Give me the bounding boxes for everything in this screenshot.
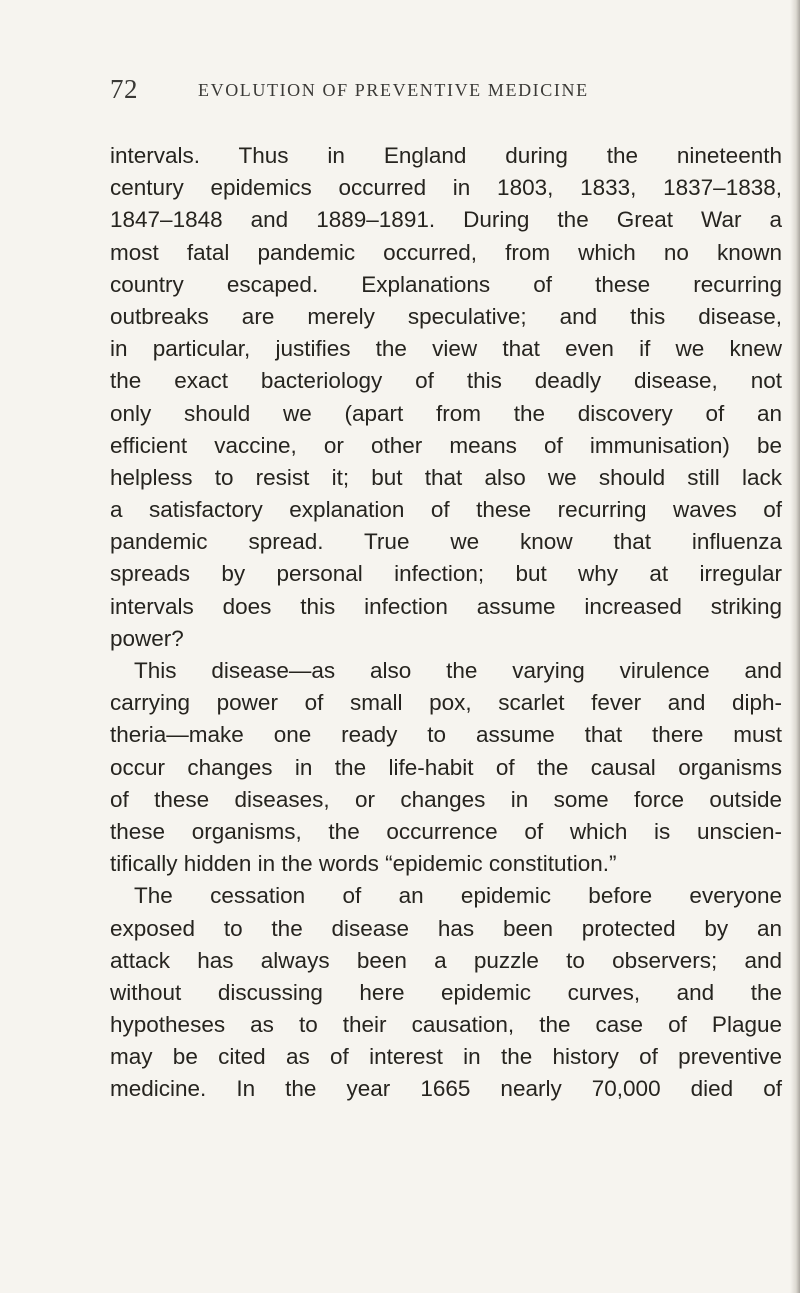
text-line: carrying power of small pox, scarlet fever and diph- [110, 690, 782, 716]
text-line: tifically hidden in the words “epidemic constitution.” [110, 851, 617, 877]
text-line: only should we (apart from the discovery of an [110, 400, 782, 426]
text-line: medicine. In the year 1665 nearly 70,000 died of [110, 1076, 782, 1102]
page-edge-shadow [790, 0, 800, 1293]
text-line: without discussing here epidemic curves, and the [110, 979, 782, 1005]
running-title: EVOLUTION OF PREVENTIVE MEDICINE [198, 80, 589, 100]
text-line: attack has always been a puzzle to observers; and [110, 947, 782, 973]
text-line: country escaped. Explanations of these recurring [110, 271, 782, 297]
text-line: intervals does this infection assume increased striking [110, 593, 782, 619]
text-line: of these diseases, or changes in some force outside [110, 786, 782, 812]
text-line: most fatal pandemic occurred, from which no known [110, 239, 782, 265]
text-line: intervals. Thus in England during the nineteenth [110, 143, 782, 168]
text-line: century epidemics occurred in 1803, 1833, 1837–1838, [110, 175, 782, 201]
text-line: spreads by personal infection; but why at irregular [110, 561, 782, 587]
text-line: The cessation of an epidemic before everyone [134, 883, 782, 909]
running-head [110, 74, 710, 114]
text-line: pandemic spread. True we know that influenza [110, 529, 782, 555]
text-line: these organisms, the occurrence of which is unscien- [110, 818, 782, 844]
text-line: power? [110, 625, 184, 651]
text-line: This disease—as also the varying virulence and [134, 658, 782, 683]
text-line: efficient vaccine, or other means of immunisation) be [110, 432, 782, 458]
body-text [110, 140, 782, 1106]
text-line: hypotheses as to their causation, the case of Plague [110, 1012, 782, 1038]
text-line: outbreaks are merely speculative; and this disease, [110, 303, 782, 329]
text-line: 1847–1848 and 1889–1891. During the Great War a [110, 207, 782, 233]
text-line: the exact bacteriology of this deadly disease, not [110, 368, 782, 394]
text-line: exposed to the disease has been protected by an [110, 915, 782, 941]
text-line: occur changes in the life-habit of the causal organisms [110, 754, 782, 780]
text-line: in particular, justifies the view that even if we knew [110, 336, 782, 362]
page-number: 72 [110, 74, 138, 104]
text-line: a satisfactory explanation of these recurring waves of [110, 497, 782, 523]
text-line: helpless to resist it; but that also we should still lack [110, 464, 782, 490]
text-line: may be cited as of interest in the history of preventive [110, 1044, 782, 1070]
text-line: theria—make one ready to assume that there must [110, 722, 782, 748]
